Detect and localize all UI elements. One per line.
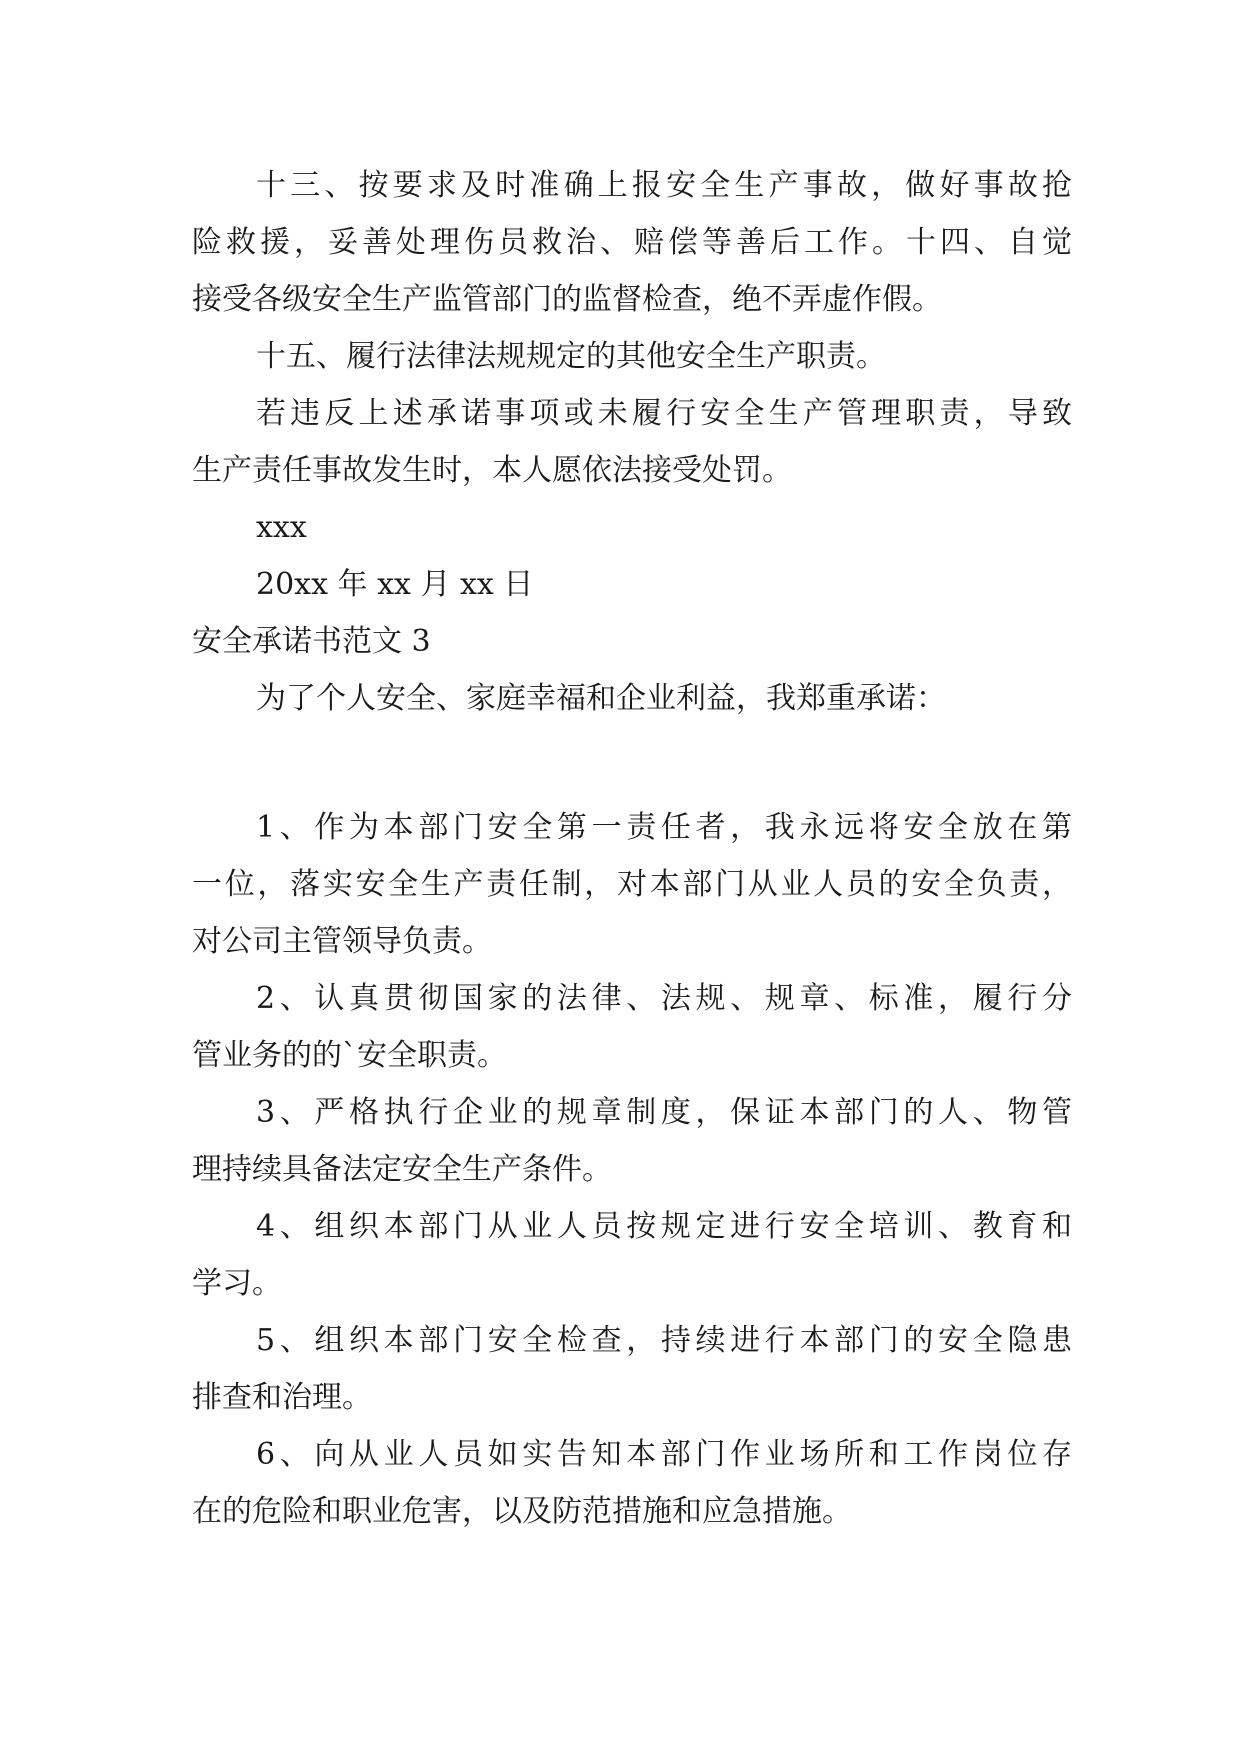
text-line: 6、向从业人员如实告知本部门作业场所和工作岗位存: [256, 1437, 1072, 1472]
text-line: 管业务的的`安全职责。: [192, 1038, 507, 1073]
signature-name: xxx: [256, 510, 307, 545]
text-line: 2、认真贯彻国家的法律、法规、规章、标准，履行分: [256, 981, 1072, 1016]
text-line: 5、组织本部门安全检查，持续进行本部门的安全隐患: [256, 1323, 1072, 1358]
text-line: 学习。: [192, 1266, 282, 1301]
text-line: 险救援，妥善处理伤员救治、赔偿等善后工作。十四、自觉: [192, 225, 1072, 260]
text-line: 接受各级安全生产监管部门的监督检查，绝不弄虚作假。: [192, 282, 942, 317]
text-line: 理持续具备法定安全生产条件。: [192, 1152, 612, 1187]
text-line: 十五、履行法律法规规定的其他安全生产职责。: [256, 339, 886, 374]
section-heading: 安全承诺书范文 3: [192, 624, 431, 659]
text-line: 对公司主管领导负责。: [192, 924, 492, 959]
text-line: 若违反上述承诺事项或未履行安全生产管理职责，导致: [256, 396, 1072, 431]
text-line: 在的危险和职业危害，以及防范措施和应急措施。: [192, 1494, 852, 1529]
text-line: 一位，落实安全生产责任制，对本部门从业人员的安全负责，: [192, 867, 1072, 902]
text-line: 3、严格执行企业的规章制度，保证本部门的人、物管: [256, 1095, 1072, 1130]
text-line: 1、作为本部门安全第一责任者，我永远将安全放在第: [256, 810, 1072, 845]
text-line: 4、组织本部门从业人员按规定进行安全培训、教育和: [256, 1209, 1072, 1244]
signature-date: 20xx 年 xx 月 xx 日: [256, 567, 534, 602]
text-line: 十三、按要求及时准确上报安全生产事故，做好事故抢: [256, 168, 1072, 203]
text-line: 排查和治理。: [192, 1380, 372, 1415]
text-line: 为了个人安全、家庭幸福和企业利益，我郑重承诺：: [256, 681, 946, 716]
text-line: 生产责任事故发生时，本人愿依法接受处罚。: [192, 453, 792, 488]
